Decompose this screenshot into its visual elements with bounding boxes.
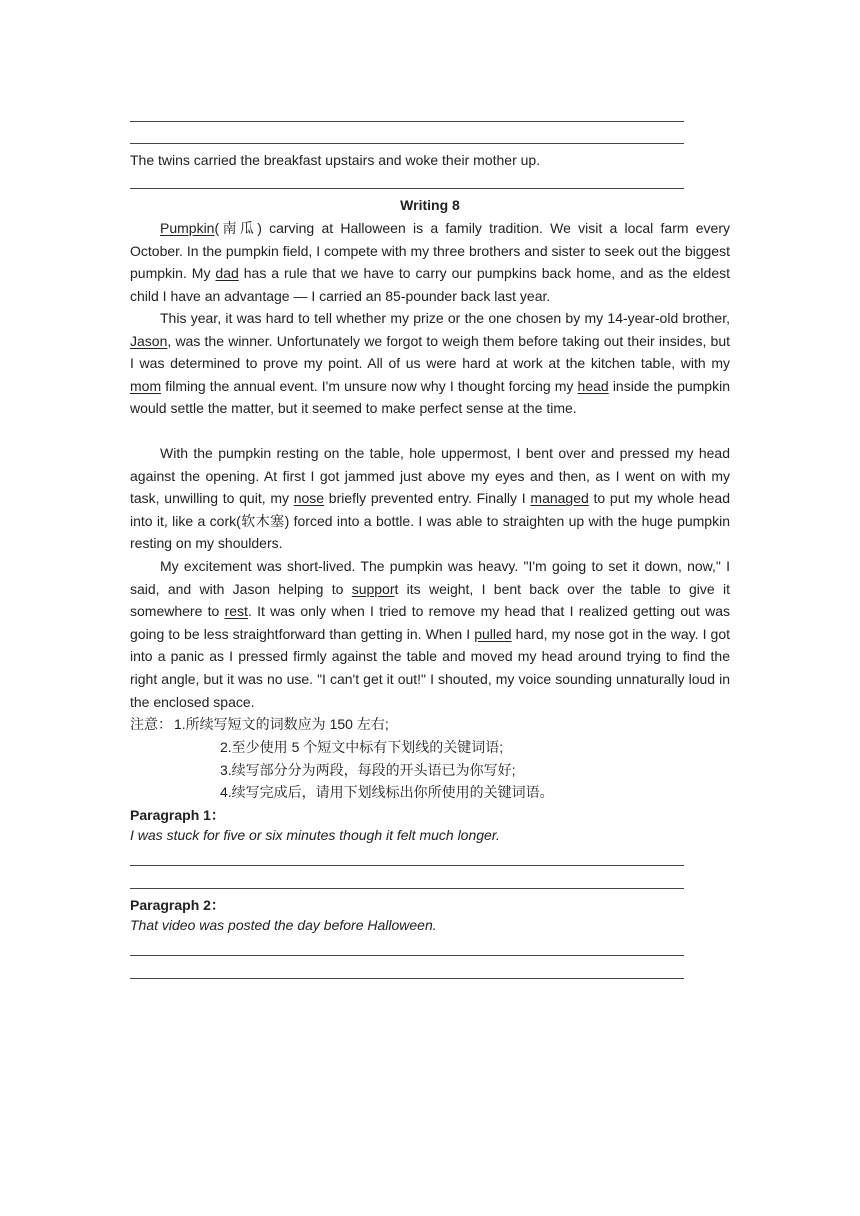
answer-line bbox=[130, 888, 684, 889]
answer-line bbox=[130, 188, 684, 189]
paragraph-1-label: Paragraph 1： bbox=[130, 807, 225, 823]
keyword: suppor bbox=[351, 580, 395, 597]
note-1: 1.所续写短文的词数应为 150 左右; bbox=[174, 716, 389, 732]
answer-line bbox=[130, 955, 684, 956]
notes-label: 注意： bbox=[130, 716, 172, 732]
answer-line bbox=[130, 865, 684, 866]
top-sentence: The twins carried the breakfast upstairs and woke their mother up. bbox=[130, 152, 541, 168]
page-title: Writing 8 bbox=[400, 197, 460, 213]
keyword: Jason bbox=[130, 332, 168, 349]
answer-line bbox=[130, 978, 684, 979]
keyword: Pumpkin bbox=[160, 220, 215, 236]
story-paragraph-1: Pumpkin(南瓜) carving at Halloween is a family tradition. We visit a local farm every October. In the pumpkin field, I compete with my three brothers and sister to seek out the biggest pumpkin. My dad has a rule that we have to carry our pumpkins back home, and as the eldest child I have an advantage — I carried an 85-pounder back last year. bbox=[130, 220, 731, 304]
answer-line bbox=[130, 121, 684, 122]
keyword: nose bbox=[293, 490, 325, 507]
keyword: dad bbox=[215, 265, 239, 282]
keyword: rest bbox=[224, 603, 248, 620]
keyword: pulled bbox=[474, 625, 512, 642]
answer-line bbox=[130, 143, 684, 144]
story-paragraph-4: My excitement was short-lived. The pumpkin was heavy. "I'm going to set it down, now," I said, and with Jason helping to support its weight, I bent back over the table to give it somewhere to rest. It was only when I tried to remove my head that I realized getting out was going to be less straightforward than getting in. When I pulled hard, my nose got in the way. I got into a panic as I pressed firmly against the table and moved my head around trying to find the right angle, but it was no use. "I can't get it out!" I shouted, my voice sounding unnaturally loud in the enclosed space. bbox=[130, 558, 731, 710]
story-paragraph-2: This year, it was hard to tell whether my prize or the one chosen by my 14-year-old brother, Jason, was the winner. Unfortunately we forgot to weigh them before taking out their insides, but I was determined to prove my point. All of us were hard at work at the kitchen table, with my mom filming the annual event. I'm unsure now why I thought forcing my head inside the pumpkin would settle the matter, but it seemed to make perfect sense at the time. bbox=[130, 310, 730, 417]
note-3: 3.续写部分分为两段，每段的开头语已为你写好; bbox=[220, 762, 516, 778]
paragraph-2-start: That video was posted the day before Halloween. bbox=[130, 917, 437, 933]
paragraph-2-label: Paragraph 2： bbox=[130, 897, 225, 913]
story-paragraph-3: With the pumpkin resting on the table, hole uppermost, I bent over and pressed my head against the opening. At first I got jammed just above my eyes and then, as I went on with my task, unwilling to quit, my nose briefly prevented entry. Finally I managed to put my whole head into it, like a cork(软木塞) forced into a bottle. I was able to straighten up with the huge pumpkin resting on my shoulders. bbox=[130, 445, 730, 552]
paragraph-1-start: I was stuck for five or six minutes though it felt much longer. bbox=[130, 827, 500, 843]
note-2: 2.至少使用 5 个短文中标有下划线的关键词语; bbox=[220, 739, 504, 755]
keyword: head bbox=[577, 377, 609, 394]
keyword: mom bbox=[130, 377, 162, 394]
note-4: 4.续写完成后，请用下划线标出你所使用的关键词语。 bbox=[220, 784, 554, 800]
keyword: managed bbox=[530, 490, 589, 507]
